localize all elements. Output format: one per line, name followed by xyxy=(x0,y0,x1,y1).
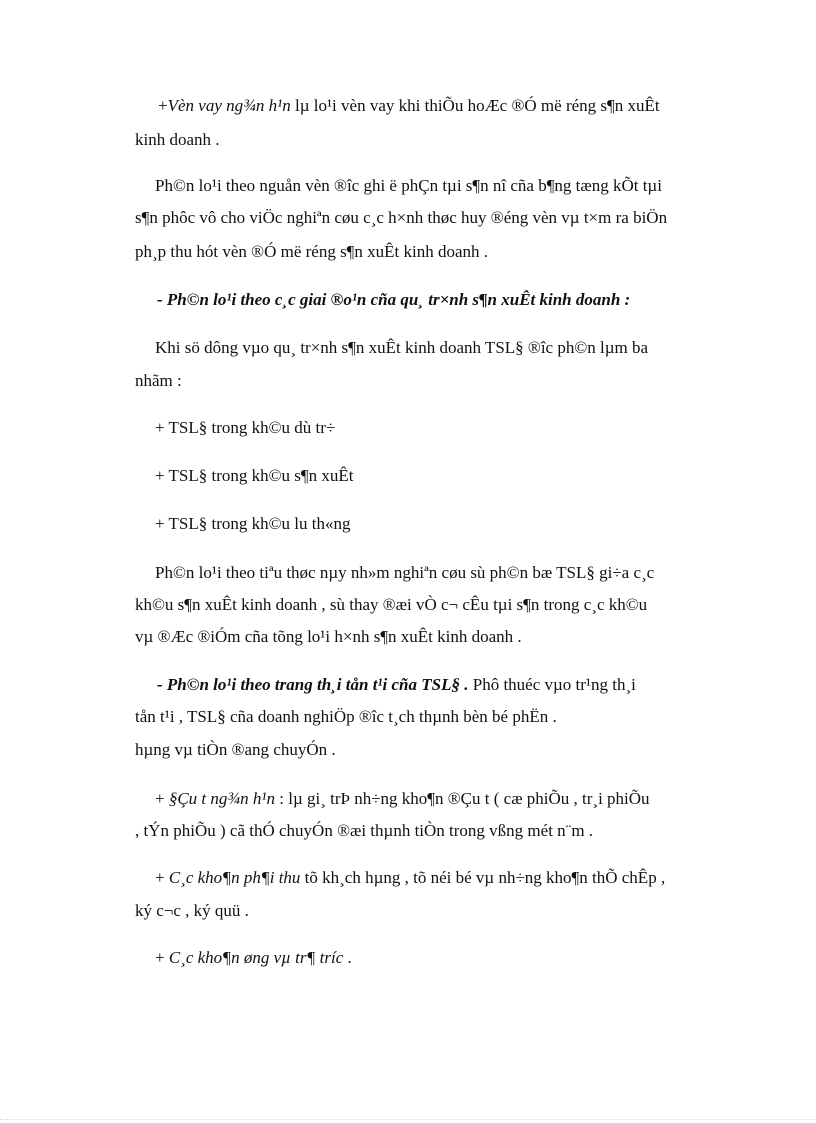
paragraph-2-line-1: Ph©n lo¹i theo nguån vèn ®îc ghi ë phÇn tµi s¶n nî cña b¶ng tæng kÕt tµi xyxy=(155,176,662,195)
p6-italic-term: §Çu t ng¾n h¹n xyxy=(168,789,276,808)
section-heading-stages: - Ph©n lo¹i theo c¸c giai ®o¹n cña qu¸ tr×nh s¶n xuÊt kinh doanh : xyxy=(157,290,631,309)
p7-text: tõ kh¸ch hµng , tõ néi bé vµ nh÷ng kho¶n thÕ chÊp , xyxy=(300,868,666,887)
paragraph-2-line-2: s¶n phôc vô cho viÖc nghiªn cøu c¸c h×nh thøc huy ®éng vèn vµ t×m ra biÖn xyxy=(135,208,668,227)
p8-text: . xyxy=(343,948,352,967)
paragraph-4-line-2: kh©u s¶n xuÊt kinh doanh , sù thay ®æi vÒ c¬ cÊu tµi s¶n trong c¸c kh©u xyxy=(135,595,648,614)
list-item: + TSL§ trong kh©u s¶n xuÊt xyxy=(155,466,354,485)
paragraph-7-line-1 xyxy=(155,868,665,888)
page-bottom-rule xyxy=(0,1119,816,1120)
p8-italic-term: C¸c kho¶n øng vµ tr¶ tríc xyxy=(168,948,344,967)
paragraph-4-line-1: Ph©n lo¹i theo tiªu thøc nµy nh»m nghiªn cøu sù ph©n bæ TSL§ gi÷a c¸c xyxy=(155,563,655,582)
p1-prefix: + xyxy=(158,96,168,115)
paragraph-6-line-2: , tÝn phiÕu ) cã thÓ chuyÓn ®æi thµnh tiÒn trong vßng mét n¨m . xyxy=(135,821,594,840)
paragraph-3-line-1: Khi sö dông vµo qu¸ tr×nh s¶n xuÊt kinh doanh TSL§ ®îc ph©n lµm ba xyxy=(155,338,649,357)
paragraph-8-line-1 xyxy=(155,948,352,968)
list-item: + TSL§ trong kh©u lu th«ng xyxy=(155,514,351,533)
p6-text: : lµ gi¸ trÞ nh÷ng kho¶n ®Çu t ( cæ phiÕu , tr¸i phiÕu xyxy=(275,789,650,808)
p6-prefix: + xyxy=(155,789,169,808)
paragraph-2-line-3: ph¸p thu hót vèn ®Ó më réng s¶n xuÊt kinh doanh . xyxy=(135,242,489,261)
p5-heading: - Ph©n lo¹i theo trang th¸i tån t¹i cña TSL§ . xyxy=(157,675,469,694)
p5-text: Phô thuéc vµo tr¹ng th¸i xyxy=(468,675,636,694)
p1-text: lµ lo¹i vèn vay khi thiÕu hoÆc ®Ó më réng s¶n xuÊt xyxy=(290,96,660,115)
paragraph-7-line-2: ký c¬c , ký quü . xyxy=(135,901,249,920)
paragraph-5-line-2: tån t¹i , TSL§ cña doanh nghiÖp ®îc t¸ch thµnh bèn bé phËn . xyxy=(135,707,557,726)
p7-prefix: + xyxy=(155,868,169,887)
paragraph-6-line-1 xyxy=(155,789,650,809)
paragraph-3-line-2: nhãm : xyxy=(135,371,182,390)
list-item: + TSL§ trong kh©u dù tr÷ xyxy=(155,418,336,437)
p1-italic-term: Vèn vay ng¾n h¹n xyxy=(167,96,291,115)
paragraph-5-line-3: hµng vµ tiÒn ®ang chuyÓn . xyxy=(135,740,336,759)
p8-prefix: + xyxy=(155,948,169,967)
paragraph-5-line-1 xyxy=(157,675,636,695)
paragraph-4-line-3: vµ ®Æc ®iÓm cña tõng lo¹i h×nh s¶n xuÊt kinh doanh . xyxy=(135,627,522,646)
paragraph-1-line-1 xyxy=(158,96,660,116)
p7-italic-term: C¸c kho¶n ph¶i thu xyxy=(168,868,301,887)
paragraph-1-line-2: kinh doanh . xyxy=(135,130,220,149)
